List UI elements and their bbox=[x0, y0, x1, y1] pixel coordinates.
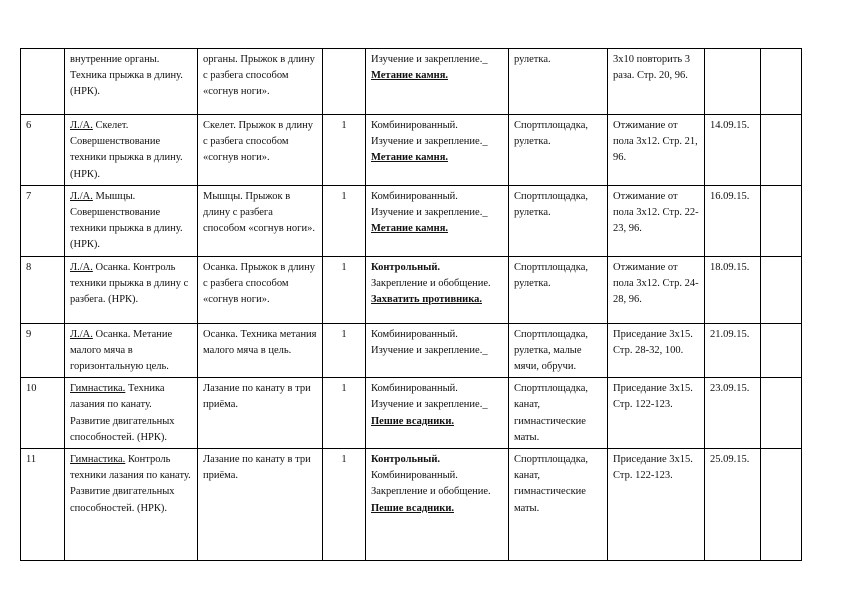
lesson-type-line: Изучение и закрепление._ bbox=[371, 344, 488, 356]
lesson-date: 25.09.15. bbox=[710, 454, 750, 466]
equipment-cell bbox=[509, 49, 608, 115]
lesson-content: органы. Прыжок в длину с разбега способом «согнув ноги». bbox=[203, 54, 315, 98]
lesson-type-cell bbox=[366, 449, 509, 561]
empty-cell bbox=[761, 185, 802, 256]
empty-cell bbox=[761, 49, 802, 115]
topic-text: Контроль техники лазания по канату. Развитие двигательных способностей. (НРК). bbox=[70, 454, 191, 514]
topic-section: Гимнастика. bbox=[70, 383, 126, 395]
topic-text: Мышцы. Совершенствование техники прыжка в длину. (НРК). bbox=[70, 190, 183, 251]
lesson-type-cell bbox=[366, 378, 509, 449]
hours-cell bbox=[323, 449, 366, 561]
topic-section: Гимнастика. bbox=[70, 454, 126, 466]
topic-text: Техника лазания по канату. Развитие двигательных способностей. (НРК). bbox=[70, 383, 175, 443]
equipment: рулетка. bbox=[514, 54, 551, 65]
lesson-date: 23.09.15. bbox=[710, 383, 750, 395]
hours-count: 1 bbox=[341, 328, 347, 340]
lesson-date: 16.09.15. bbox=[710, 190, 750, 202]
lesson-topic-cell bbox=[65, 323, 198, 378]
homework-cell bbox=[608, 256, 705, 323]
lesson-number: 8 bbox=[26, 261, 32, 273]
equipment: Спортплощадка, рулетка, малые мячи, обручи. bbox=[514, 328, 588, 373]
table-row bbox=[21, 185, 802, 256]
lesson-number: 7 bbox=[26, 190, 32, 202]
topic-text: Скелет. Совершенствование техники прыжка в длину. (НРК). bbox=[70, 120, 183, 180]
homework-cell bbox=[608, 185, 705, 256]
hours-cell bbox=[323, 49, 366, 115]
hours-cell bbox=[323, 115, 366, 186]
lesson-date: 21.09.15. bbox=[710, 328, 750, 340]
homework-cell bbox=[608, 323, 705, 378]
lesson-content: Осанка. Техника метания малого мяча в цель. bbox=[203, 328, 317, 356]
empty-cell bbox=[761, 449, 802, 561]
lesson-type-line: Изучение и закрепление._ bbox=[371, 399, 488, 411]
hours-count: 1 bbox=[341, 261, 347, 273]
topic-section: Л./А. bbox=[70, 328, 93, 340]
empty-cell bbox=[761, 378, 802, 449]
lesson-type-cell bbox=[366, 115, 509, 186]
hours-cell bbox=[323, 323, 366, 378]
lesson-topic-cell bbox=[65, 256, 198, 323]
table-row bbox=[21, 323, 802, 378]
table-row bbox=[21, 449, 802, 561]
lesson-content: Лазание по канату в три приёма. bbox=[203, 383, 311, 411]
lesson-type-cell bbox=[366, 185, 509, 256]
lesson-number-cell bbox=[21, 378, 65, 449]
table-row bbox=[21, 115, 802, 186]
lesson-topic-cell bbox=[65, 49, 198, 115]
lesson-content-cell bbox=[198, 378, 323, 449]
topic-section: Л./А. bbox=[70, 190, 93, 202]
homework: Приседание 3х15. Стр. 122-123. bbox=[613, 383, 693, 411]
lesson-topic-cell bbox=[65, 115, 198, 186]
date-cell bbox=[705, 449, 761, 561]
homework: Приседание 3х15. Стр. 122-123. bbox=[613, 454, 693, 482]
equipment-cell bbox=[509, 323, 608, 378]
date-cell bbox=[705, 323, 761, 378]
homework-cell bbox=[608, 449, 705, 561]
lesson-type-line: Закрепление и обобщение. bbox=[371, 486, 491, 498]
homework: 3х10 повторить 3 раза. Стр. 20, 96. bbox=[613, 54, 691, 82]
outdoor-game: Метание камня. bbox=[371, 70, 449, 82]
hours-cell bbox=[323, 185, 366, 256]
lesson-content: Осанка. Прыжок в длину с разбега способом «согнув ноги». bbox=[203, 261, 316, 306]
topic-text: Осанка. Контроль техники прыжка в длину с разбега. (НРК). bbox=[70, 261, 189, 306]
hours-cell bbox=[323, 256, 366, 323]
lesson-type-cell bbox=[366, 256, 509, 323]
lesson-number-cell bbox=[21, 449, 65, 561]
equipment-cell bbox=[509, 115, 608, 186]
outdoor-game: Метание камня. bbox=[371, 223, 449, 235]
date-cell bbox=[705, 49, 761, 115]
lesson-number-cell bbox=[21, 323, 65, 378]
equipment-cell bbox=[509, 378, 608, 449]
lesson-content-cell bbox=[198, 185, 323, 256]
equipment: Спортплощадка, рулетка. bbox=[514, 261, 588, 289]
hours-count: 1 bbox=[341, 120, 347, 131]
lesson-plan-table bbox=[20, 48, 802, 561]
lesson-topic-cell bbox=[65, 185, 198, 256]
lesson-content-cell bbox=[198, 115, 323, 186]
topic-text: Осанка. Метание малого мяча в горизонтальную цель. bbox=[70, 328, 173, 373]
lesson-number: 10 bbox=[26, 383, 37, 395]
outdoor-game: Метание камня. bbox=[371, 152, 449, 164]
outdoor-game: Пешие всадники. bbox=[371, 502, 455, 514]
lesson-content-cell bbox=[198, 256, 323, 323]
lesson-type-line: Комбинированный. bbox=[371, 383, 458, 395]
lesson-content-cell bbox=[198, 449, 323, 561]
lesson-type-line: Изучение и закрепление._ bbox=[371, 136, 488, 148]
hours-count: 1 bbox=[341, 383, 347, 395]
lesson-number: 6 bbox=[26, 120, 32, 131]
lesson-content-cell bbox=[198, 323, 323, 378]
lesson-number: 11 bbox=[26, 454, 37, 466]
lesson-topic-cell bbox=[65, 449, 198, 561]
lesson-number-cell bbox=[21, 115, 65, 186]
lesson-content-cell bbox=[198, 49, 323, 115]
date-cell bbox=[705, 256, 761, 323]
table-row bbox=[21, 49, 802, 115]
lesson-type-line: Изучение и закрепление._ bbox=[371, 207, 488, 219]
equipment: Спортплощадка, канат, гимнастические маты. bbox=[514, 454, 588, 514]
lesson-type-line: Комбинированный. bbox=[371, 120, 458, 131]
hours-cell bbox=[323, 378, 366, 449]
date-cell bbox=[705, 115, 761, 186]
hours-count: 1 bbox=[341, 454, 347, 466]
empty-cell bbox=[761, 115, 802, 186]
topic-text: внутренние органы. Техника прыжка в длину. (НРК). bbox=[70, 54, 183, 98]
homework: Приседание 3х15. Стр. 28-32, 100. bbox=[613, 328, 693, 356]
lesson-type-line: Изучение и закрепление._ bbox=[371, 54, 488, 65]
lesson-type-line: Комбинированный. bbox=[371, 328, 458, 340]
equipment-cell bbox=[509, 185, 608, 256]
empty-cell bbox=[761, 323, 802, 378]
lesson-number-cell bbox=[21, 185, 65, 256]
table-row bbox=[21, 256, 802, 323]
lesson-type-line: Закрепление и обобщение. bbox=[371, 277, 491, 289]
homework: Отжимание от пола 3х12. Стр. 24-28, 96. bbox=[613, 261, 699, 306]
lesson-topic-cell bbox=[65, 378, 198, 449]
lesson-type-cell bbox=[366, 323, 509, 378]
lesson-number: 9 bbox=[26, 328, 32, 340]
lesson-date: 18.09.15. bbox=[710, 261, 750, 273]
lesson-content: Скелет. Прыжок в длину с разбега способом «согнув ноги». bbox=[203, 120, 313, 164]
lesson-content: Мышцы. Прыжок в длину с разбега способом «согнув ноги». bbox=[203, 190, 315, 235]
lesson-type-line: Контрольный. bbox=[371, 261, 440, 273]
topic-section: Л./А. bbox=[70, 120, 93, 131]
equipment: Спортплощадка, рулетка. bbox=[514, 190, 588, 219]
homework-cell bbox=[608, 378, 705, 449]
equipment: Спортплощадка, рулетка. bbox=[514, 120, 588, 148]
outdoor-game: Пешие всадники. bbox=[371, 415, 455, 427]
equipment-cell bbox=[509, 449, 608, 561]
homework: Отжимание от пола 3х12. Стр. 21, 96. bbox=[613, 120, 698, 164]
homework: Отжимание от пола 3х12. Стр. 22-23, 96. bbox=[613, 190, 699, 235]
homework-cell bbox=[608, 49, 705, 115]
topic-section: Л./А. bbox=[70, 261, 93, 273]
table-row bbox=[21, 378, 802, 449]
date-cell bbox=[705, 378, 761, 449]
lesson-type-line: Комбинированный. bbox=[371, 190, 458, 202]
lesson-type-line: Комбинированный. bbox=[371, 470, 458, 482]
homework-cell bbox=[608, 115, 705, 186]
date-cell bbox=[705, 185, 761, 256]
lesson-content: Лазание по канату в три приёма. bbox=[203, 454, 311, 482]
lesson-type-cell bbox=[366, 49, 509, 115]
empty-cell bbox=[761, 256, 802, 323]
lesson-type-line: Контрольный. bbox=[371, 454, 440, 466]
outdoor-game: Захватить противника. bbox=[371, 294, 482, 306]
lesson-date: 14.09.15. bbox=[710, 120, 750, 131]
equipment-cell bbox=[509, 256, 608, 323]
equipment: Спортплощадка, канат, гимнастические маты. bbox=[514, 383, 588, 443]
lesson-number-cell bbox=[21, 256, 65, 323]
lesson-number-cell bbox=[21, 49, 65, 115]
hours-count: 1 bbox=[341, 190, 347, 202]
